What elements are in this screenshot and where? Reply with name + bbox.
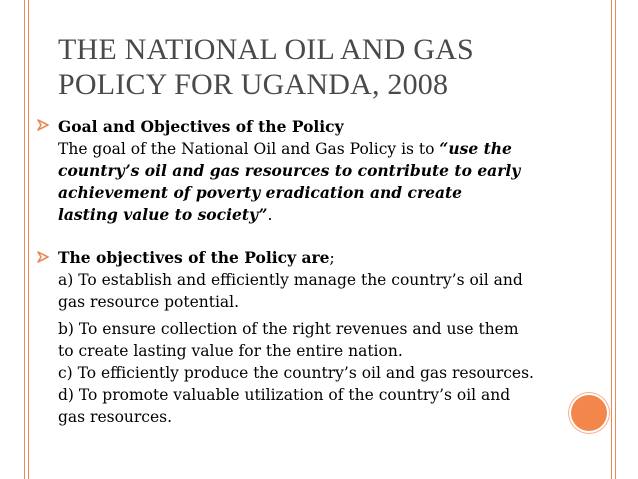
objective-c-line: c) To efficiently produce the country’s oil and gas resources. (58, 364, 534, 382)
title-line-1: THE NATIONAL OIL AND GAS (58, 33, 474, 66)
goal-line-4: lasting value to society”. (58, 205, 273, 224)
bullet-arrow-icon (36, 118, 50, 134)
objective-a-line-1: a) To establish and efficiently manage the country’s oil and (58, 271, 523, 289)
goal-heading: Goal and Objectives of the Policy (58, 117, 344, 136)
objectives-list (58, 318, 558, 428)
slide-title (58, 32, 578, 102)
right-border-line-inner (611, 0, 612, 479)
objectives-heading: The objectives of the Policy are; (58, 248, 335, 267)
left-border-line-inner (28, 0, 29, 479)
goal-section (58, 116, 558, 226)
objectives-section (58, 247, 558, 313)
goal-line-1: The goal of the National Oil and Gas Policy is to “use the (58, 139, 512, 158)
title-line-2: POLICY FOR UGANDA, 2008 (58, 68, 449, 101)
objective-b-line-2: to create lasting value for the entire nation. (58, 342, 403, 360)
objective-a-line-2: gas resource potential. (58, 293, 240, 311)
decorative-circle (571, 395, 607, 431)
bullet-arrow-icon (36, 250, 50, 266)
right-border-line (615, 0, 616, 479)
objective-d-line-1: d) To promote valuable utilization of the country’s oil and (58, 386, 511, 404)
objective-b-line-1: b) To ensure collection of the right revenues and use them (58, 320, 519, 338)
left-border-line (24, 0, 25, 479)
goal-line-3: achievement of poverty eradication and create (58, 183, 463, 202)
goal-line-2: country’s oil and gas resources to contribute to early (58, 161, 521, 180)
objective-d-line-2: gas resources. (58, 408, 173, 426)
